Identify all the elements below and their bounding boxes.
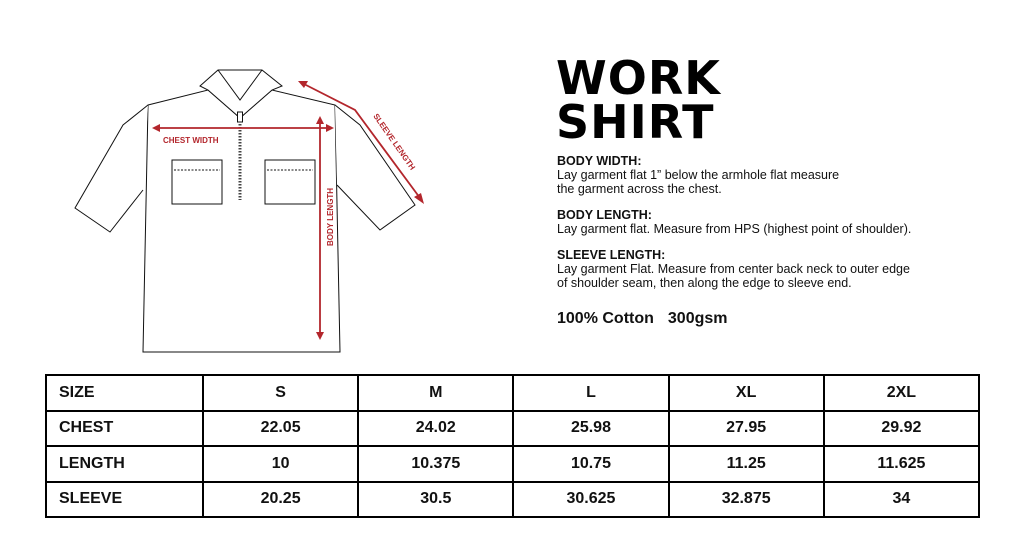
- spec-text: Lay garment flat. Measure from HPS (highest point of shoulder).: [557, 222, 912, 236]
- spec-sleeve-length: [557, 248, 910, 290]
- table-header-row: [46, 375, 979, 411]
- table-cell: 32.875: [669, 482, 824, 518]
- table-cell: 22.05: [203, 411, 358, 447]
- right-pocket: [265, 160, 315, 204]
- table-row: [46, 482, 979, 518]
- table-cell: 30.625: [513, 482, 668, 518]
- shirt-body-outline: [143, 90, 340, 352]
- table-header-cell: 2XL: [824, 375, 979, 411]
- title-line-1: WORK: [556, 51, 721, 105]
- zipper-pull: [238, 112, 243, 122]
- table-row-label: SLEEVE: [46, 482, 203, 518]
- spec-body-width: [557, 154, 839, 196]
- table-cell: 20.25: [203, 482, 358, 518]
- size-chart-table: [45, 374, 980, 518]
- table-cell: 10.75: [513, 446, 668, 482]
- table-header-cell: SIZE: [46, 375, 203, 411]
- table-cell: 11.25: [669, 446, 824, 482]
- table-cell: 34: [824, 482, 979, 518]
- table-row: [46, 446, 979, 482]
- spec-body-length: [557, 208, 911, 236]
- product-title: [556, 51, 721, 149]
- weight-text: 300gsm: [667, 310, 728, 327]
- table-cell: 11.625: [824, 446, 979, 482]
- table-cell: 24.02: [358, 411, 513, 447]
- table-row-label: LENGTH: [46, 446, 203, 482]
- left-sleeve-outline: [75, 105, 148, 232]
- fabric-text: 100% Cotton: [557, 310, 654, 327]
- spec-text: Lay garment Flat. Measure from center back neck to outer edge of shoulder seam, then along the edge to sleeve end.: [557, 262, 910, 290]
- spec-text: Lay garment flat 1” below the armhole flat measure the garment across the chest.: [557, 168, 840, 196]
- title-line-2: SHIRT: [556, 95, 715, 149]
- spec-heading: SLEEVE LENGTH:: [557, 248, 666, 262]
- table-header-cell: S: [203, 375, 358, 411]
- material-info: [557, 310, 728, 328]
- table-cell: 25.98: [513, 411, 668, 447]
- chest-width-label: CHEST WIDTH: [163, 136, 219, 145]
- sleeve-length-label: SLEEVE LENGTH: [371, 111, 417, 172]
- sleeve-arrow-end: [414, 193, 424, 204]
- table-cell: 10.375: [358, 446, 513, 482]
- shirt-diagram: [60, 60, 440, 360]
- table-cell: 30.5: [358, 482, 513, 518]
- right-sleeve-outline: [335, 105, 415, 230]
- table-row-label: CHEST: [46, 411, 203, 447]
- spec-heading: BODY WIDTH:: [557, 154, 642, 168]
- table-cell: 27.95: [669, 411, 824, 447]
- left-pocket: [172, 160, 222, 204]
- table-cell: 29.92: [824, 411, 979, 447]
- table-row: [46, 411, 979, 447]
- table-header-cell: XL: [669, 375, 824, 411]
- body-length-label: BODY LENGTH: [326, 187, 335, 246]
- spec-heading: BODY LENGTH:: [557, 208, 652, 222]
- table-cell: 10: [203, 446, 358, 482]
- table-header-cell: M: [358, 375, 513, 411]
- table-header-cell: L: [513, 375, 668, 411]
